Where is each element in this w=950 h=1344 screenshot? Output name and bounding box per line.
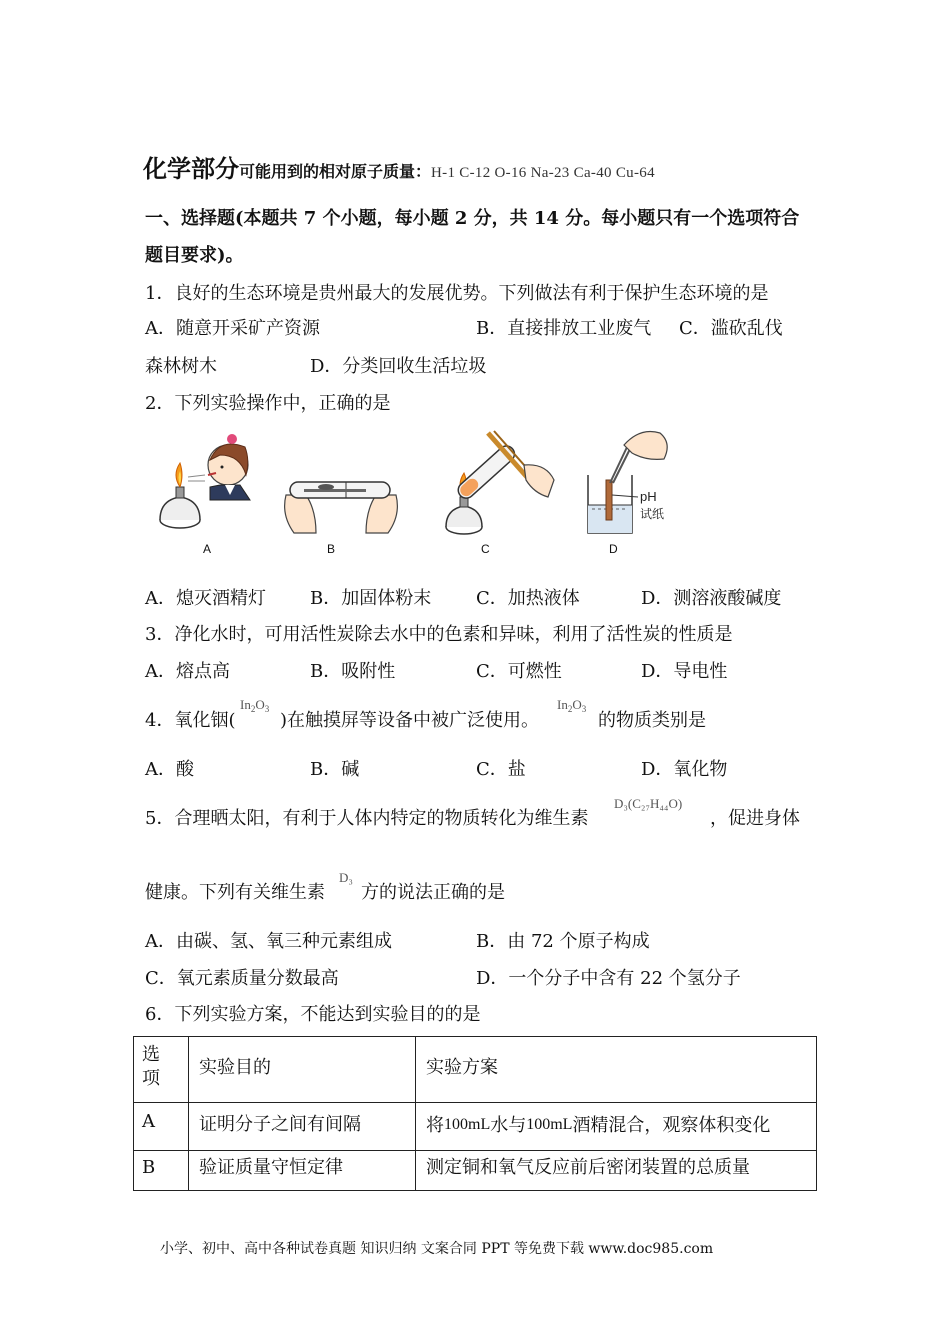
ph-label-2: 试纸: [640, 507, 665, 521]
q5-option-a: A．由碳、氢、氧三种元素组成: [145, 931, 392, 952]
table-cell-purpose: 证明分子之间有间隔: [189, 1103, 416, 1151]
q4-option-b: B．碱: [310, 759, 360, 780]
q4-stem-part3: 的物质类别是: [598, 710, 706, 731]
q2-option-b: B．加固体粉末: [310, 588, 432, 609]
page-footer[interactable]: 小学、初中、高中各种试卷真题 知识归纳 文案合同 PPT 等免费下载 www.doc985.com: [160, 1241, 714, 1257]
q4-option-d: D．氧化物: [641, 759, 728, 780]
q1-option-a: A．随意开采矿产资源: [145, 318, 320, 339]
table-cell-plan: 将100mL水与100mL酒精混合，观察体积变化: [416, 1103, 817, 1151]
q1-option-b: B．直接排放工业废气: [476, 318, 652, 339]
table-row: [134, 1151, 817, 1191]
q3-option-a: A．熔点高: [145, 661, 230, 682]
figure-d-ph-paper: [580, 425, 690, 540]
q6-stem: 6．下列实验方案，不能达到实验目的的是: [145, 1004, 481, 1025]
table-header-option: 选 项: [134, 1037, 189, 1103]
q2-stem: 2．下列实验操作中，正确的是: [145, 393, 391, 414]
page-header: [143, 154, 655, 188]
q5-stem-line2-part2: 方的说法正确的是: [361, 882, 505, 903]
figure-b-label: B: [327, 542, 336, 556]
q5-formula-d3-full: D₃(C₂₇H₄₄O): [614, 796, 683, 811]
table-cell-option: A: [134, 1103, 189, 1151]
table-row: [134, 1103, 817, 1151]
q3-option-d: D．导电性: [641, 661, 728, 682]
q4-stem-part1: 4．氧化铟(: [145, 710, 236, 731]
q1-option-c-cont: 森林树木: [145, 356, 217, 377]
q5-option-b: B．由 72 个原子构成: [476, 931, 650, 952]
q5-stem-part1: 5．合理晒太阳，有利于人体内特定的物质转化为维生素: [145, 808, 589, 829]
q1-option-d: D．分类回收生活垃圾: [310, 356, 487, 377]
table-cell-option: B: [134, 1151, 189, 1191]
q4-option-c: C．盐: [476, 759, 526, 780]
figure-a-label: A: [203, 542, 212, 556]
q4-formula-in2o3-2: $In_2O_3$: [557, 697, 587, 714]
q4-stem-part2: )在触摸屏等设备中被广泛使用。: [280, 710, 540, 731]
table-cell-purpose: 验证质量守恒定律: [189, 1151, 416, 1191]
q5-stem-part2: ，促进身体: [710, 808, 800, 829]
atomic-masses: H-1 C-12 O-16 Na-23 Ca-40 Cu-64: [431, 165, 655, 181]
section-heading-line1: 一、选择题(本题共 7 个小题，每小题 2 分，共 14 分。每小题只有一个选项符合: [145, 208, 800, 229]
table-cell-plan: 测定铜和氧气反应前后密闭装置的总质量: [416, 1151, 817, 1191]
figure-c-heat-liquid: [436, 425, 556, 540]
q1-option-c: C．滥砍乱伐: [679, 318, 783, 339]
figure-a-blow-lamp: [150, 425, 260, 540]
q3-option-b: B．吸附性: [310, 661, 396, 682]
q1-stem: 1．良好的生态环境是贵州最大的发展优势。下列做法有利于保护生态环境的是: [145, 283, 769, 304]
q4-option-a: A．酸: [145, 759, 194, 780]
q2-option-a: A．熄灭酒精灯: [145, 588, 266, 609]
q4-formula-in2o3: $In_2O_3$: [240, 697, 270, 714]
q5-formula-d3: D₃: [339, 870, 353, 885]
figure-b-add-powder: [276, 425, 406, 540]
q3-stem: 3．净化水时，可用活性炭除去水中的色素和异味，利用了活性炭的性质是: [145, 624, 733, 645]
figure-c-label: C: [481, 542, 490, 556]
q5-option-d: D．一个分子中含有 22 个氢分子: [476, 968, 741, 989]
ph-label-1: pH: [640, 489, 657, 504]
section-heading-line2: 题目要求)。: [145, 245, 244, 266]
page-title: 化学部分: [143, 154, 239, 183]
table-header-plan: 实验方案: [416, 1037, 817, 1103]
table-header-purpose: 实验目的: [189, 1037, 416, 1103]
q2-option-c: C．加热液体: [476, 588, 580, 609]
figure-d-label: D: [609, 542, 618, 556]
page-subtitle: 可能用到的相对原子质量：: [239, 162, 432, 181]
experiment-table: [133, 1036, 817, 1191]
table-header-row: [134, 1037, 817, 1103]
q5-stem-line2-part1: 健康。下列有关维生素: [145, 882, 325, 903]
q5-option-c: C．氧元素质量分数最高: [145, 968, 339, 989]
q2-option-d: D．测溶液酸碱度: [641, 588, 782, 609]
q3-option-c: C．可燃性: [476, 661, 562, 682]
